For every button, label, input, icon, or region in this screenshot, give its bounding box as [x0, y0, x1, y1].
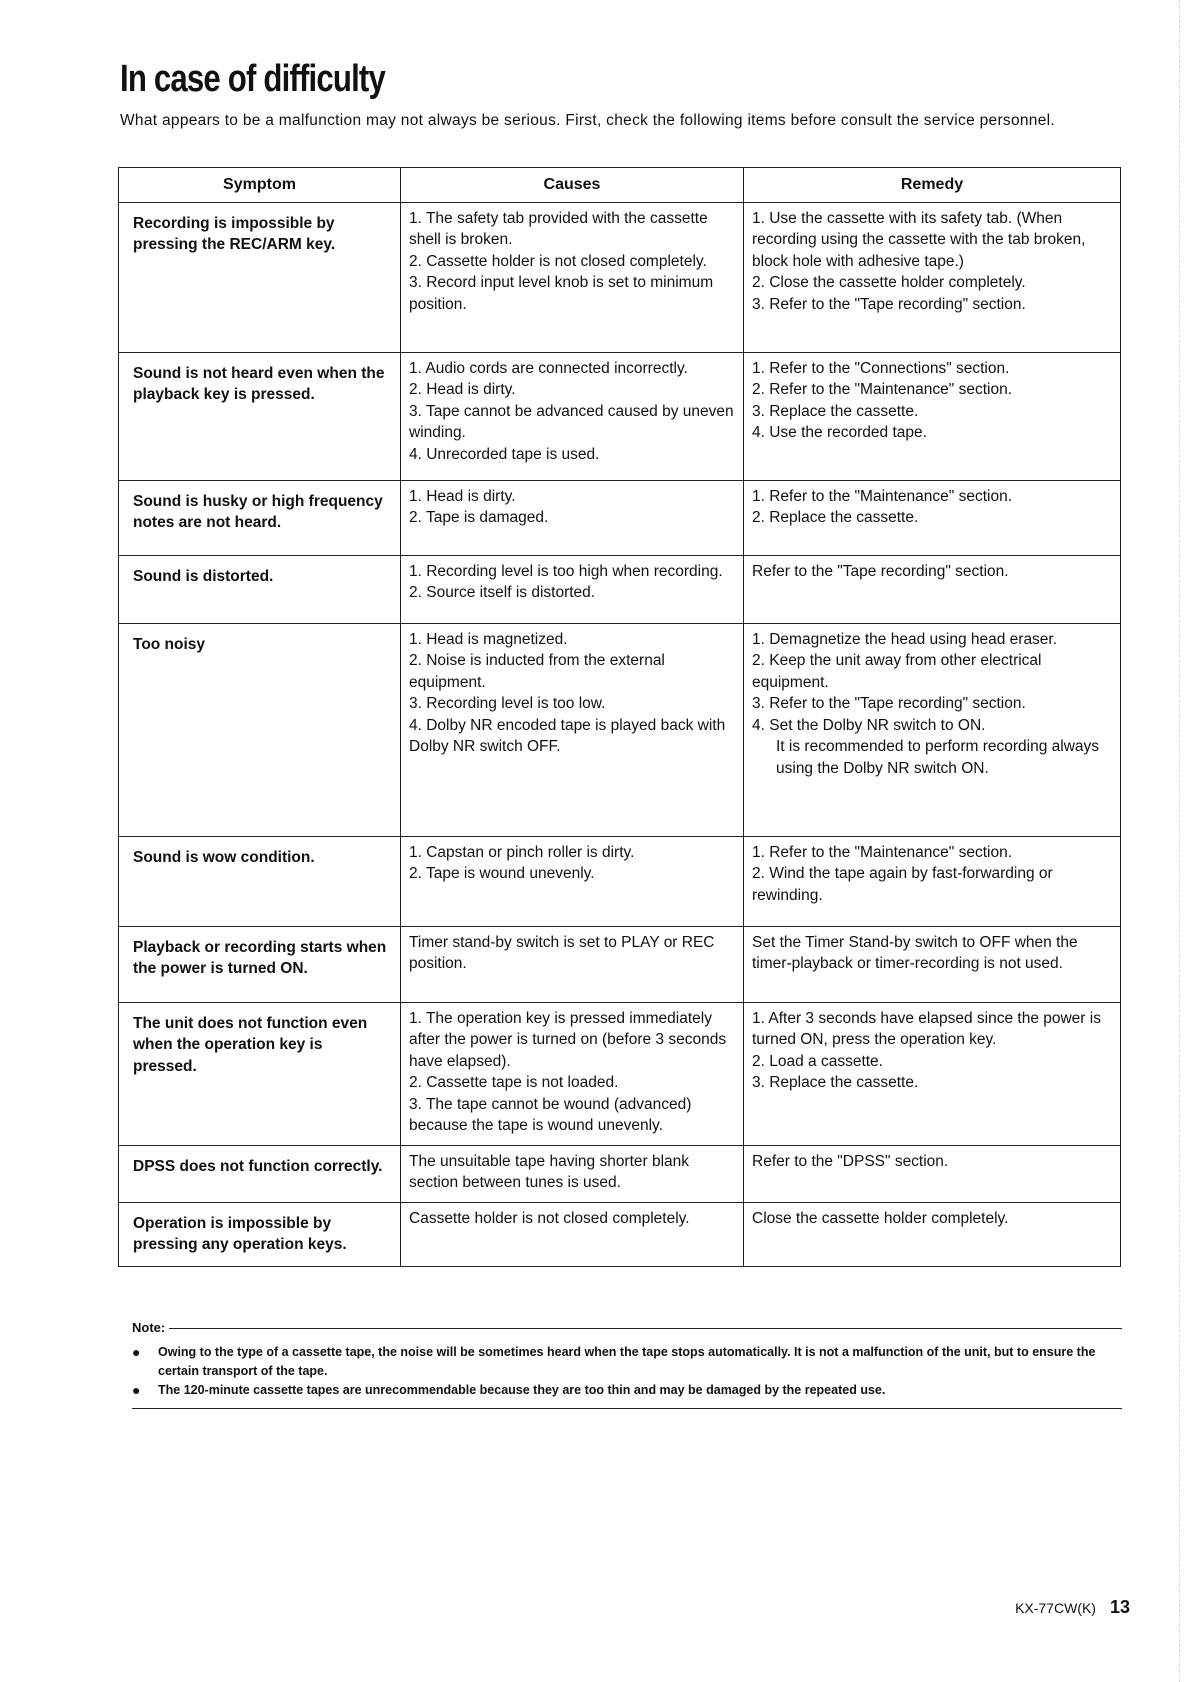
table-row: [119, 480, 1121, 555]
list-item-text: 2. Cassette tape is not loaded.: [409, 1074, 619, 1091]
remedy-list: [752, 358, 1112, 444]
causes-cell: [401, 1145, 744, 1202]
list-item-text: 2. Replace the cassette.: [752, 509, 919, 526]
list-item-text: 4. Use the recorded tape.: [752, 424, 927, 441]
symptom-cell: Operation is impossible by pressing any operation keys.: [119, 1202, 401, 1266]
page-number: 13: [1109, 1597, 1130, 1617]
model-number: KX-77CW(K): [1015, 1600, 1096, 1616]
list-item: [752, 1051, 1112, 1073]
list-item: [752, 422, 1112, 444]
causes-cell: [401, 1002, 744, 1145]
note-rule: [169, 1328, 1122, 1329]
symptom-cell: Sound is distorted.: [119, 555, 401, 623]
list-item-text: 2. Close the cassette holder completely.: [752, 274, 1026, 291]
table-row: [119, 1202, 1121, 1266]
list-item: [409, 208, 735, 251]
list-item-text: 3. Refer to the "Tape recording" section.: [752, 295, 1026, 313]
remedy-text: Refer to the "Tape recording" section.: [752, 562, 1009, 580]
table-row: [119, 1002, 1121, 1145]
causes-cell: [401, 926, 744, 1002]
list-item-text: 1. The safety tab provided with the cassette shell is broken.: [409, 209, 708, 248]
list-item-text: 1. Refer to the "Connections" section.: [752, 359, 1010, 377]
list-item: [409, 1008, 735, 1073]
list-item: [752, 358, 1112, 380]
list-item-text: 3. Tape cannot be advanced caused by uneven winding.: [409, 402, 734, 441]
list-item: [409, 582, 735, 604]
bullet-icon: ●: [132, 1344, 141, 1360]
header-remedy: Remedy: [744, 168, 1121, 203]
remedy-cell: [744, 623, 1121, 836]
list-item-text: 2. Tape is wound unevenly.: [409, 865, 595, 882]
remedy-cell: [744, 480, 1121, 555]
list-item: [409, 561, 735, 583]
table-header-row: [119, 168, 1121, 203]
list-item-text: 2. Wind the tape again by fast-forwarding or rewinding.: [752, 865, 1053, 904]
causes-cell: [401, 555, 744, 623]
remedy-extra-text: It is recommended to perform recording always using the Dolby NR switch ON.: [776, 738, 1100, 777]
causes-list: [409, 486, 735, 529]
table-body: [119, 202, 1121, 1266]
list-item-text: 3. Replace the cassette.: [752, 402, 919, 420]
intro-paragraph: What appears to be a malfunction may not always be serious. First, check the following items before consult the service personnel.: [120, 112, 1055, 129]
remedy-list: [752, 629, 1112, 737]
causes-text: The unsuitable tape having shorter blank section between tunes is used.: [409, 1152, 690, 1191]
remedy-cell: [744, 1002, 1121, 1145]
note-item: [132, 1343, 1122, 1381]
remedy-cell: [744, 926, 1121, 1002]
list-item-text: 1. Audio cords are connected incorrectly.: [409, 359, 688, 377]
list-item: [409, 358, 735, 380]
causes-cell: [401, 1202, 744, 1266]
list-item-text: 2. Keep the unit away from other electrical equipment.: [752, 652, 1042, 691]
note-item: [132, 1381, 1122, 1400]
symptom-cell: Too noisy: [119, 623, 401, 836]
causes-list: [409, 208, 735, 316]
causes-list: [409, 842, 735, 885]
causes-list: [409, 358, 735, 466]
list-item-text: 1. Refer to the "Maintenance" section.: [752, 843, 1013, 861]
remedy-cell: [744, 555, 1121, 623]
table-row: [119, 836, 1121, 926]
remedy-cell: [744, 836, 1121, 926]
symptom-cell: Sound is husky or high frequency notes are not heard.: [119, 480, 401, 555]
list-item-text: 3. The tape cannot be wound (advanced) because the tape is wound unevenly.: [409, 1095, 692, 1134]
table-row: [119, 555, 1121, 623]
list-item: [409, 1072, 735, 1094]
list-item: [752, 715, 1112, 737]
symptom-cell: Sound is not heard even when the playback key is pressed.: [119, 352, 401, 480]
list-item: [752, 1072, 1112, 1094]
list-item: [409, 863, 735, 885]
causes-list: [409, 629, 735, 758]
causes-cell: [401, 480, 744, 555]
list-item: [752, 1008, 1112, 1051]
list-item-text: 2. Refer to the "Maintenance" section.: [752, 381, 1013, 398]
list-item: [752, 208, 1112, 273]
note-text: The 120-minute cassette tapes are unrecommendable because they are too thin and may be damaged by the repeated use.: [158, 1383, 886, 1397]
list-item: [752, 863, 1112, 906]
causes-text: Cassette holder is not closed completely.: [409, 1209, 690, 1227]
page-footer: [1015, 1597, 1130, 1618]
list-item: [752, 379, 1112, 401]
list-item: [752, 294, 1112, 316]
list-item: [409, 486, 735, 508]
note-bottom-rule: [132, 1408, 1122, 1409]
list-item: [409, 272, 735, 315]
remedy-text: Set the Timer Stand-by switch to OFF when the timer-playback or timer-recording is not used.: [752, 933, 1078, 972]
note-text: Owing to the type of a cassette tape, the noise will be sometimes heard when the tape stops automatically. It is not a malfunction of the unit, but to ensure the certain transport of the tape.: [158, 1345, 1096, 1378]
note-section: [132, 1318, 1122, 1409]
list-item-text: 1. After 3 seconds have elapsed since the power is turned ON, press the operation key.: [752, 1009, 1101, 1048]
list-item: [409, 1094, 735, 1137]
troubleshooting-table: [118, 167, 1121, 1267]
list-item-text: 2. Head is dirty.: [409, 381, 516, 398]
note-header: [132, 1318, 1122, 1337]
header-symptom: Symptom: [119, 168, 401, 203]
symptom-cell: Sound is wow condition.: [119, 836, 401, 926]
remedy-cell: [744, 1145, 1121, 1202]
table-row: [119, 202, 1121, 352]
list-item: [752, 650, 1112, 693]
list-item-text: 2. Tape is damaged.: [409, 509, 549, 526]
remedy-cell: [744, 1202, 1121, 1266]
list-item-text: 2. Load a cassette.: [752, 1052, 883, 1070]
list-item: [752, 486, 1112, 508]
note-list: [132, 1343, 1122, 1400]
list-item: [752, 272, 1112, 294]
table-row: [119, 1145, 1121, 1202]
remedy-list: [752, 1008, 1112, 1094]
list-item-text: 1. Capstan or pinch roller is dirty.: [409, 843, 635, 861]
remedy-cell: [744, 202, 1121, 352]
list-item-text: 2. Cassette holder is not closed completely.: [409, 252, 707, 270]
symptom-cell: Recording is impossible by pressing the REC/ARM key.: [119, 202, 401, 352]
list-item: [409, 693, 735, 715]
causes-list: [409, 561, 735, 604]
causes-text: Timer stand-by switch is set to PLAY or REC position.: [409, 933, 715, 972]
list-item-text: 3. Record input level knob is set to minimum position.: [409, 274, 714, 313]
list-item: [409, 401, 735, 444]
list-item-text: 4. Set the Dolby NR switch to ON.: [752, 716, 986, 734]
list-item-text: 2. Source itself is distorted.: [409, 584, 596, 601]
page-title: In case of difficulty: [120, 58, 386, 100]
header-causes: Causes: [401, 168, 744, 203]
causes-cell: [401, 836, 744, 926]
remedy-text: Close the cassette holder completely.: [752, 1209, 1009, 1227]
causes-cell: [401, 623, 744, 836]
scan-edge-line: [1178, 0, 1180, 1682]
table-row: [119, 352, 1121, 480]
table-row: [119, 623, 1121, 836]
list-item: [752, 507, 1112, 529]
list-item-text: 1. Head is dirty.: [409, 487, 516, 505]
remedy-list: [752, 486, 1112, 529]
list-item-text: 1. Recording level is too high when recording.: [409, 562, 723, 580]
list-item-text: 4. Dolby NR encoded tape is played back with Dolby NR switch OFF.: [409, 716, 726, 755]
list-item-text: 4. Unrecorded tape is used.: [409, 445, 600, 463]
list-item: [752, 842, 1112, 864]
list-item-text: 3. Refer to the "Tape recording" section.: [752, 695, 1026, 712]
causes-list: [409, 1008, 735, 1137]
table-row: [119, 926, 1121, 1002]
list-item-text: 1. Refer to the "Maintenance" section.: [752, 487, 1013, 505]
list-item-text: 3. Recording level is too low.: [409, 695, 606, 712]
list-item-text: 1. The operation key is pressed immediately after the power is turned on (before 3 seconds have elapsed).: [409, 1009, 727, 1070]
list-item-text: 1. Use the cassette with its safety tab. (When recording using the cassette with the tab broken, block hole with adhesive tape.): [752, 209, 1086, 270]
list-item: [409, 650, 735, 693]
causes-cell: [401, 202, 744, 352]
list-item-text: 2. Noise is inducted from the external equipment.: [409, 652, 665, 691]
bullet-icon: ●: [132, 1382, 141, 1398]
list-item: [752, 401, 1112, 423]
remedy-cell: [744, 352, 1121, 480]
list-item-text: 3. Replace the cassette.: [752, 1074, 919, 1091]
list-item: [409, 507, 735, 529]
list-item-text: 1. Head is magnetized.: [409, 630, 568, 648]
list-item: [752, 693, 1112, 715]
list-item: [409, 251, 735, 273]
list-item: [752, 629, 1112, 651]
note-label: Note:: [132, 1320, 166, 1335]
list-item: [409, 842, 735, 864]
list-item-text: 1. Demagnetize the head using head eraser.: [752, 630, 1058, 648]
symptom-cell: DPSS does not function correctly.: [119, 1145, 401, 1202]
list-item: [409, 629, 735, 651]
causes-cell: [401, 352, 744, 480]
remedy-list: [752, 842, 1112, 907]
remedy-text: Refer to the "DPSS" section.: [752, 1152, 949, 1170]
list-item: [409, 379, 735, 401]
symptom-cell: Playback or recording starts when the power is turned ON.: [119, 926, 401, 1002]
list-item: [409, 715, 735, 758]
symptom-cell: The unit does not function even when the operation key is pressed.: [119, 1002, 401, 1145]
list-item: [409, 444, 735, 466]
remedy-list: [752, 208, 1112, 316]
